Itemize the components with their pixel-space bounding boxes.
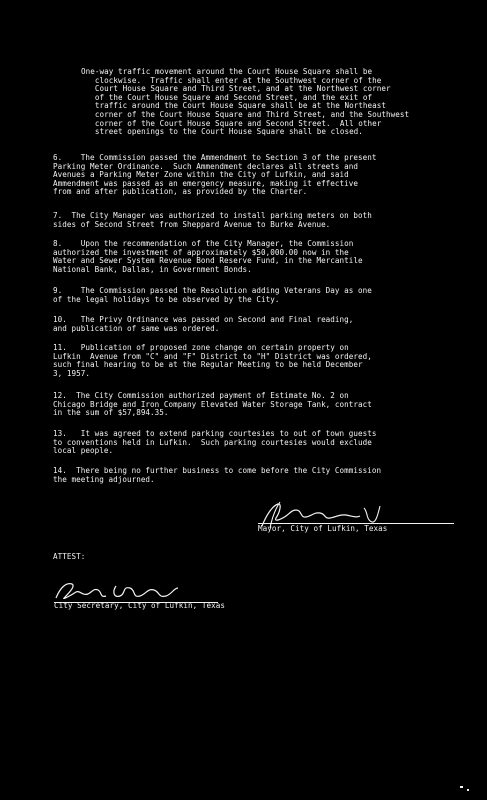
intro-paragraph: One-way traffic movement around the Court House Square shall be clockwise. Traffic shall enter at the Southwest corner of the Court House Square and Third Street, and at the Northwest corner of the Court House Square and Second Street, and the exit of traffic around the Court House Square shall be at the Northeast corner of the Court House Square and Third Street, and the Southwest corner of the Court House Square and Second Street. All other street openings to the Court House Square shall be closed. bbox=[81, 67, 410, 137]
attest-label: ATTEST: bbox=[53, 552, 86, 561]
item-12: 12. The City Commission authorized payment of Estimate No. 2 on Chicago Bridge and Iron Company Elevated Water Storage Tank, contract in the sum of $57,894.35. bbox=[53, 391, 372, 418]
item-14: 14. There being no further business to come before the City Commission the meeting adjourned. bbox=[53, 466, 382, 484]
secretary-caption: City Secretary, City of Lufkin, Texas bbox=[54, 601, 226, 610]
item-8: 8. Upon the recommendation of the City Manager, the Commission authorized the investment of approximately $50,000.00 now in the Water and Sewer System Revenue Bond Reserve Fund, in the Mercantile National Bank, Dallas, in Government Bonds. bbox=[53, 239, 363, 274]
mayor-caption: Mayor, City of Lufkin, Texas bbox=[258, 524, 388, 533]
item-13: 13. It was agreed to extend parking courtesies to out of town guests to conventions held in Lufkin. Such parking courtesies would exclude local people. bbox=[53, 429, 377, 456]
scan-speck bbox=[460, 786, 463, 788]
scan-speck bbox=[467, 789, 469, 791]
item-9: 9. The Commission passed the Resolution adding Veterans Day as one of the legal holidays to be observed by the City. bbox=[53, 286, 372, 304]
item-11: 11. Publication of proposed zone change on certain property on Lufkin Avenue from "C" and "F" District to "H" District was ordered, such final hearing to be at the Regular Meeting to be held December 3, 1957. bbox=[53, 343, 372, 378]
item-10: 10. The Privy Ordinance was passed on Second and Final reading, and publication of same was ordered. bbox=[53, 315, 354, 333]
item-6: 6. The Commission passed the Ammendment to Section 3 of the present Parking Meter Ordinance. Such Ammendment declares all streets and Avenues a Parking Meter Zone within the City of Lufkin, and said Ammendment was passed as an emergency measure, making it effective from and after publication, as provided by the Charter. bbox=[53, 153, 377, 197]
item-7: 7. The City Manager was authorized to install parking meters on both sides of Second Street from Sheppard Avenue to Burke Avenue. bbox=[53, 211, 372, 229]
